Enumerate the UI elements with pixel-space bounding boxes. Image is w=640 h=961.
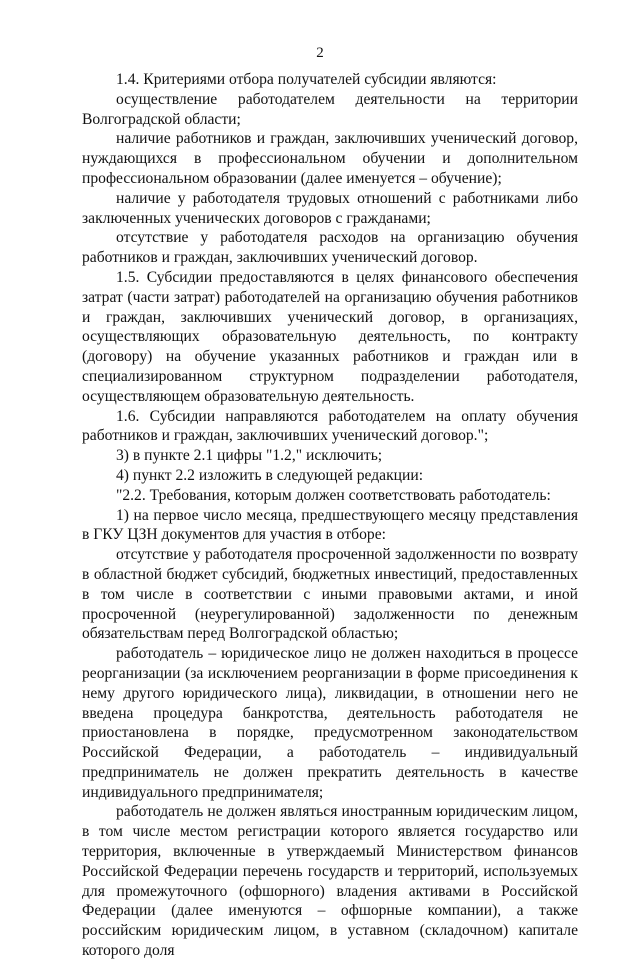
paragraph-criterion-territory: осуществление работодателем деятельности на территории Волгоградской области; — [82, 90, 578, 128]
paragraph-criterion-labor-relations: наличие у работодателя трудовых отношений с работниками либо заключенных ученических договоров с гражданами; — [82, 189, 578, 227]
paragraph-1-5-purpose: 1.5. Субсидии предоставляются в целях финансового обеспечения затрат (части затрат) работодателей на организацию обучения работников и граждан, заключивших ученический договор, в организациях, осуществляющих образовательную деятельность, по контракту (договору) на обучение указанных работников и граждан или в специализированном структурном подразделении работодателя, осуществляющем образовательную деятельность. — [82, 268, 578, 405]
paragraph-not-foreign-entity: работодатель не должен являться иностранным юридическим лицом, в том числе местом регистрации которого является государство или территория, включенные в утверждаемый Министерством финансов Российской Федерации перечень государств и территорий, используемых для промежуточного (офшорного) владения активами в Российской Федерации (далее именуются – офшорные компании), а также российским юридическим лицом, в уставном (складочном) капитале которого доля — [82, 803, 578, 960]
paragraph-criterion-training-need: наличие работников и граждан, заключивших ученический договор, нуждающихся в профессиональном обучении и дополнительном профессиональном образовании (далее именуется – обучение); — [82, 130, 578, 187]
paragraph-1-6-payment: 1.6. Субсидии направляются работодателем на оплату обучения работников и граждан, заключивших ученический договор."; — [82, 407, 578, 445]
paragraph-no-reorganization: работодатель – юридическое лицо не должен находиться в процессе реорганизации (за исключением реорганизации в форме присоединения к нему другого юридического лица), ликвидации, в отношении него не введена процедура банкротства, деятельность работодателя не приостановлена в порядке, предусмотренном законодательством Российской Федерации, а работодатель – индивидуальный предприниматель не должен прекратить деятельность в качестве индивидуального предпринимателя; — [82, 645, 578, 801]
page-number: 2 — [316, 45, 324, 61]
document-body — [82, 70, 578, 961]
paragraph-1-4-criteria: 1.4. Критериями отбора получателей субсидии являются: — [116, 71, 497, 88]
paragraph-criterion-no-expenses: отсутствие у работодателя расходов на организацию обучения работников и граждан, заключивших ученический договор. — [82, 229, 578, 267]
paragraph-item-4: 4) пункт 2.2 изложить в следующей редакции: — [116, 466, 424, 484]
paragraph-item-3: 3) в пункте 2.1 цифры "1.2," исключить; — [116, 447, 383, 465]
paragraph-no-overdue-debt: отсутствие у работодателя просроченной задолженности по возврату в областной бюджет субсидий, бюджетных инвестиций, предоставленных в том числе в соответствии с иными правовыми актами, и иной просроченной (неурегулированной) задолженности по денежным обязательствам перед Волгоградской областью; — [82, 546, 578, 643]
paragraph-2-2-requirements: "2.2. Требования, которым должен соответствовать работодатель: — [116, 486, 551, 504]
paragraph-requirement-1: 1) на первое число месяца, предшествующего месяцу представления в ГКУ ЦЗН документов для участия в отборе: — [82, 506, 578, 544]
